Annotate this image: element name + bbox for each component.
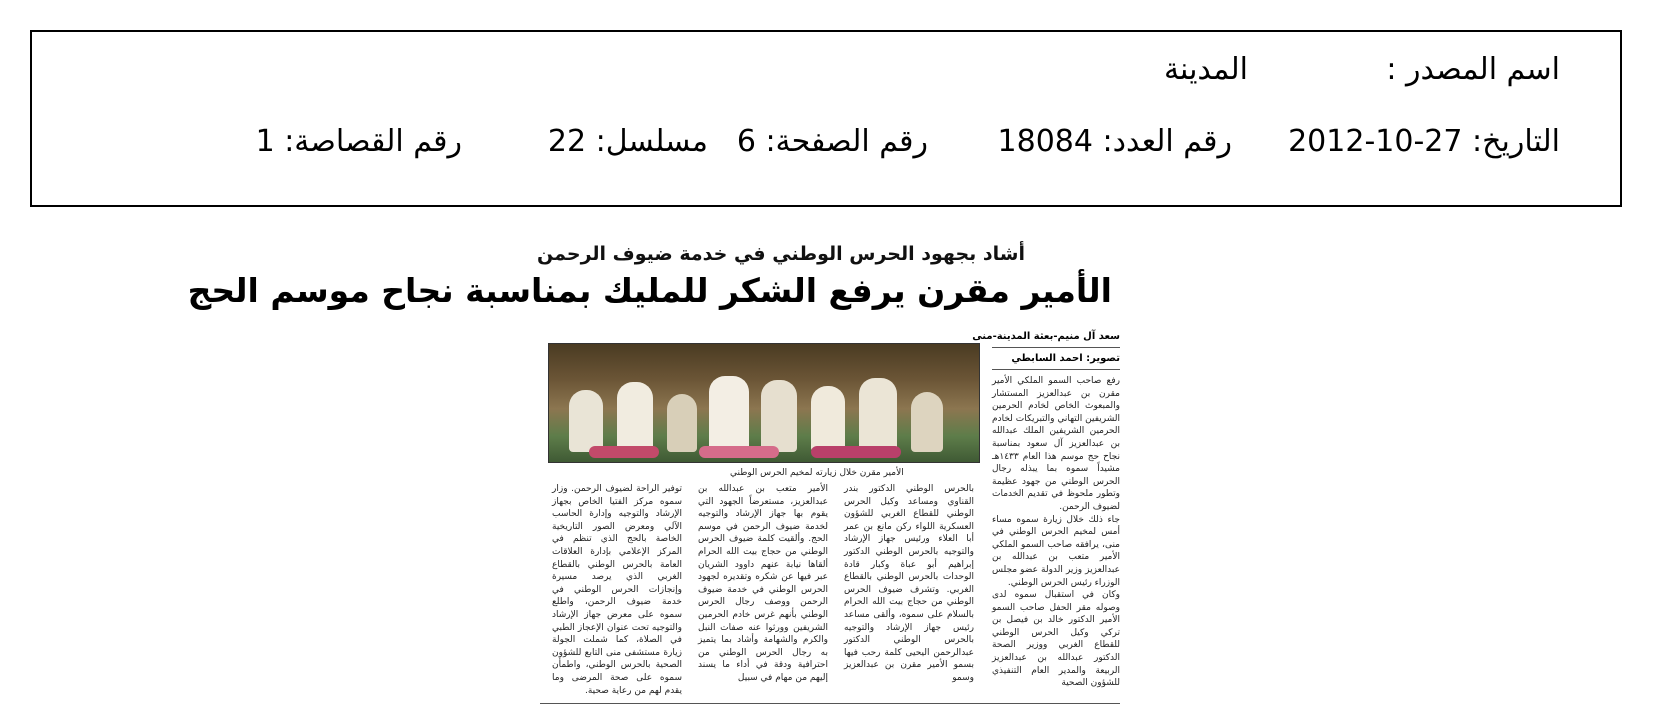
article-column-3: الأمير متعب بن عبدالله بن عبدالعزيز، مستعرضاً الجهود التي يقوم بها جهاز الإرشاد والتوجيه لخدمة ضيوف الرحمن في موسم الحج. وألقيت كلمة ضيوف الحرس الوطني من حجاج بيت الله الحرام ألقاها نيابة عنهم داوود الشريان عبر فيها عن شكره وتقديره لجهود الحرس الوطني في خدمة ضيوف الرحمن ووصف رجال الحرس الوطني بأنهم غرس خادم الحرمين الشريفين وورثوا عنه صفات النبل والكرم والشهامة وأشاد بما يتميز به رجال الحرس الوطني من احترافية ودقة في أداء ما يسند إليهم من مهام في سبيل xyxy=(698,484,828,683)
bottom-rule xyxy=(540,703,1120,704)
photo-figure xyxy=(761,380,797,452)
source-label: اسم المصدر : xyxy=(1386,52,1560,87)
article-photographer: تصوير: احمد السابطي xyxy=(1011,353,1120,364)
photo-flowers xyxy=(589,446,659,458)
article-column-4: توفير الراحة لضيوف الرحمن. وزار سموه مركز الفتيا الخاص بجهاز الإرشاد والتوجيه وإدارة الحاسب الآلي ومعرض الصور التاريخية الخاصة بالحج الذي تنظم في المركز الإعلامي بإدارة العلاقات العامة بالحرس الوطني بالقطاع الغربي الذي يرصد مسيرة وإنجازات الحرس الوطني في خدمة ضيوف الرحمن، واطلع سموه على معرض جهاز الإرشاد والتوجيه تحت عنوان الإعجاز الطبي في الصلاة، كما شملت الجولة زيارة مستشفى منى التابع للشؤون الصحية بالحرس الوطني، واطمأن سموه على صحة المرضى وما يقدم لهم من رعاية صحية. xyxy=(552,484,682,696)
photo-figure xyxy=(811,386,845,452)
photo-figure xyxy=(859,378,897,452)
article-paragraph: وكان في استقبال سموه لدى وصوله مقر الحفل صاحب السمو الأمير الدكتور خالد بن فيصل بن تركي وكيل الحرس الوطني للقطاع الغربي ووزير الصحة الدكتور عبدالله بن عبدالعزيز الربيعة والمدير العام التنفيذي للشؤون الصحية xyxy=(992,590,1120,689)
newspaper-clipping xyxy=(187,243,1120,708)
photo-figure xyxy=(617,382,653,452)
date-field: التاريخ: 27-10-2012 xyxy=(1288,124,1560,159)
article-column-2: بالحرس الوطني الدكتور بندر القناوي ومساعد وكيل الحرس الوطني للقطاع الغربي للشؤون العسكرية اللواء ركن مانع بن عمر أبا العلاء ورئيس جهاز الإرشاد والتوجيه بالحرس الوطني الدكتور إبراهيم أبو عباة وكبار قادة الوحدات بالحرس الوطني بالقطاع الغربي. وتشرف ضيوف الحرس الوطني من حجاج بيت الله الحرام بالسلام على سموه، وألقى مساعد رئيس جهاز الإرشاد والتوجيه بالحرس الوطني الدكتور عبدالرحمن اليحيى كلمة رحب فيها بسمو الأمير مقرن بن عبدالعزيز وسمو xyxy=(844,484,974,683)
photo-figure xyxy=(667,394,697,452)
article-paragraph: رفع صاحب السمو الملكي الأمير مقرن بن عبدالعزيز المستشار والمبعوث الخاص لخادم الحرمين الشريفين التهاني والتبريكات لخادم الحرمين الشريفين الملك عبدالله بن عبدالعزيز آل سعود بمناسبة نجاح حج موسم هذا العام ١٤٣٣هـ مشيداً سموه بما يبذله رجال الحرس الوطني من جهود عظيمة وتطور ملحوظ في تقديم الخدمات لضيوف الرحمن. xyxy=(992,376,1120,512)
article-photo xyxy=(548,343,980,463)
photographer-rule xyxy=(992,369,1120,370)
photo-flowers xyxy=(811,446,901,458)
article-headline: الأمير مقرن يرفع الشكر للمليك بمناسبة نجاح موسم الحج xyxy=(187,271,1112,310)
clip-number-field: رقم القصاصة: 1 xyxy=(255,124,462,159)
article-column-1 xyxy=(992,375,1120,690)
photo-figure xyxy=(709,376,749,452)
photo-flowers xyxy=(699,446,779,458)
photo-caption: الأمير مقرن خلال زيارته لمخيم الحرس الوطني xyxy=(730,468,904,478)
source-value: المدينة xyxy=(1163,52,1248,87)
article-paragraph: جاء ذلك خلال زيارة سموه مساء أمس لمخيم الحرس الوطني في منى، يرافقه صاحب السمو الملكي الأمير متعب بن عبدالله بن عبدالعزيز وزير الدولة عضو مجلس الوزراء رئيس الحرس الوطني. xyxy=(992,514,1120,588)
metadata-box xyxy=(30,30,1622,207)
article-kicker: أشاد بجهود الحرس الوطني في خدمة ضيوف الرحمن xyxy=(537,243,1025,265)
byline-rule xyxy=(992,347,1120,348)
page-field: رقم الصفحة: 6 xyxy=(736,124,928,159)
serial-field: مسلسل: 22 xyxy=(547,124,708,159)
photo-figure xyxy=(911,392,943,452)
photo-figure xyxy=(569,390,603,452)
issue-field: رقم العدد: 18084 xyxy=(997,124,1232,159)
article-byline: سعد آل منيم-بعثة المدينة-منى xyxy=(972,331,1120,342)
